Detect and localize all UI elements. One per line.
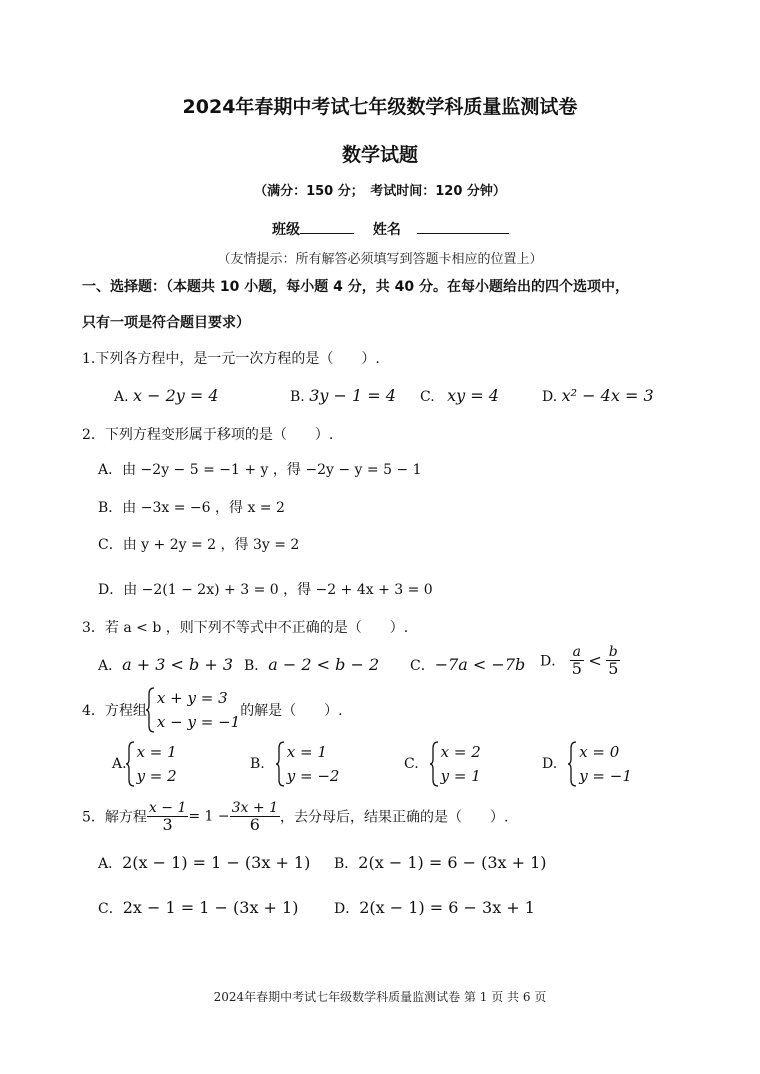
q3-d-den1: 5 <box>571 659 582 678</box>
q4-system-eq1: x + y = 3 <box>156 689 228 707</box>
q5-stem-suffix: ，去分母后，结果正确的是（ ）. <box>279 809 509 826</box>
q1-d-label: D. <box>542 389 558 405</box>
q4-stem-suffix: 的解是（ ）. <box>240 703 343 719</box>
q4-d-eq1: x = 0 <box>579 743 620 761</box>
q5-a-label: A． <box>98 856 123 872</box>
brace-icon <box>567 740 577 788</box>
q4-c-eq1: x = 2 <box>440 743 481 761</box>
q5-option-a <box>98 853 310 873</box>
class-blank <box>300 233 354 234</box>
q3-d-frac2 <box>606 644 620 677</box>
q5-den2: 6 <box>249 815 260 834</box>
page-footer: 2024年春期中考试七年级数学科质量监测试卷 第 1 页 共 6 页 <box>213 990 547 1004</box>
q3-c-label: C． <box>410 658 435 674</box>
q3-option-a <box>98 655 233 675</box>
q2-option-d: D．由 −2(1 − 2x) + 3 = 0 ，得 −2 + 4x + 3 = 0 <box>98 582 433 598</box>
q5-num2: 3x + 1 <box>231 800 278 816</box>
q1-b-expr: 3y − 1 = 4 <box>309 386 396 405</box>
q4-system-eq2: x − y = −1 <box>156 713 241 731</box>
q3-d-lt: < <box>588 651 602 670</box>
brace-icon <box>125 740 135 788</box>
q1-b-label: B. <box>290 389 305 405</box>
q1-a-expr: x − 2y = 4 <box>133 386 219 405</box>
name-label: 姓名 <box>372 222 401 238</box>
q4-option-c <box>404 740 481 788</box>
q4-d-system <box>569 740 632 788</box>
q5-stem-prefix: 5．解方程 <box>82 809 147 826</box>
q2-option-c: C．由 y + 2y = 2 ，得 3y = 2 <box>98 537 300 553</box>
q5-c-expr: 2x − 1 = 1 − (3x + 1) <box>122 898 299 917</box>
q4-b-system <box>277 740 340 788</box>
q1-option-d <box>542 386 654 405</box>
q3-d-label: D． <box>540 653 566 670</box>
exam-title: 2024年春期中考试七年级数学科质量监测试卷 <box>182 96 578 118</box>
q5-d-label: D． <box>334 901 360 917</box>
q5-option-c <box>98 898 298 918</box>
q4-d-label: D. <box>542 756 558 772</box>
q4-option-d <box>542 740 632 788</box>
q3-d-num1: a <box>570 644 584 661</box>
q5-d-expr: 2(x − 1) = 6 − 3x + 1 <box>359 898 535 917</box>
q4-a-system <box>127 740 177 788</box>
q3-b-label: B． <box>244 658 269 674</box>
q4-c-system <box>431 740 481 788</box>
q4-c-eq2: y = 1 <box>440 767 481 785</box>
q2-option-a: A．由 −2y − 5 = −1 + y ，得 −2y − y = 5 − 1 <box>98 462 422 478</box>
exam-subtitle: 数学试题 <box>341 144 418 166</box>
q1-option-c <box>420 386 499 405</box>
q5-num1: x − 1 <box>148 800 187 816</box>
q4-a-eq1: x = 1 <box>136 743 177 761</box>
q2-stem: 2．下列方程变形属于移项的是（ ）. <box>82 427 334 443</box>
q5-option-b <box>334 853 547 873</box>
q1-c-label: C. <box>420 389 435 405</box>
q3-c-expr: −7a < −7b <box>434 655 526 674</box>
q1-c-expr: xy = 4 <box>447 386 499 405</box>
q3-option-d <box>540 644 620 677</box>
q4-c-label: C. <box>404 756 419 772</box>
q5-b-expr: 2(x − 1) = 6 − (3x + 1) <box>358 853 547 872</box>
q4-b-eq2: y = −2 <box>286 767 340 785</box>
q3-d-num2: b <box>606 644 620 661</box>
section-heading-line2: 只有一项是符合题目要求） <box>82 315 250 331</box>
q4-stem-prefix: 4．方程组 <box>82 703 147 719</box>
q3-d-den2: 5 <box>608 659 619 678</box>
exam-info: （满分：150 分； 考试时间：120 分钟） <box>254 184 506 199</box>
brace-icon <box>145 686 155 734</box>
q5-option-d <box>334 898 535 918</box>
q1-option-b <box>290 386 396 405</box>
q4-b-eq1: x = 1 <box>286 743 327 761</box>
q2-option-b: B．由 −3x = −6 ，得 x = 2 <box>98 500 285 516</box>
q5-stem <box>82 800 508 833</box>
q1-d-expr: x² − 4x = 3 <box>561 386 654 405</box>
q1-a-label: A. <box>114 389 129 405</box>
section-heading-line1: 一、选择题：（本题共 10 小题，每小题 4 分，共 40 分。在每小题给出的四个选项中， <box>82 279 629 295</box>
q3-stem: 3．若 a < b ，则下列不等式中不正确的是（ ）. <box>82 620 409 636</box>
q5-frac2 <box>230 800 280 833</box>
q3-a-label: A． <box>98 658 123 674</box>
q3-option-b <box>244 655 379 675</box>
q4-a-eq2: y = 2 <box>136 767 177 785</box>
q4-option-a <box>112 740 177 788</box>
name-blank <box>417 233 509 234</box>
notice-text: （友情提示：所有解答必须填写到答题卡相应的位置上） <box>217 252 543 267</box>
q3-b-expr: a − 2 < b − 2 <box>268 655 380 674</box>
student-info-line <box>272 219 509 239</box>
q3-d-frac1 <box>570 644 584 677</box>
brace-icon <box>275 740 285 788</box>
q4-option-b <box>250 740 339 788</box>
q5-b-label: B． <box>334 856 359 872</box>
q4-a-label: A. <box>112 756 127 772</box>
q4-system <box>147 686 240 734</box>
q1-stem: 1.下列各方程中，是一元一次方程的是（ ）. <box>82 351 380 367</box>
q5-frac1 <box>147 800 188 833</box>
class-label: 班级 <box>272 222 300 238</box>
q3-option-c <box>410 655 525 675</box>
q1-option-a <box>114 386 219 405</box>
q5-mid: = 1 − <box>188 808 230 825</box>
q4-stem <box>82 686 343 734</box>
q5-den1: 3 <box>162 815 173 834</box>
q3-a-expr: a + 3 < b + 3 <box>122 655 233 674</box>
q4-b-label: B. <box>250 756 265 772</box>
brace-icon <box>429 740 439 788</box>
q5-a-expr: 2(x − 1) = 1 − (3x + 1) <box>122 853 311 872</box>
q4-d-eq2: y = −1 <box>579 767 632 785</box>
q5-c-label: C． <box>98 901 123 917</box>
